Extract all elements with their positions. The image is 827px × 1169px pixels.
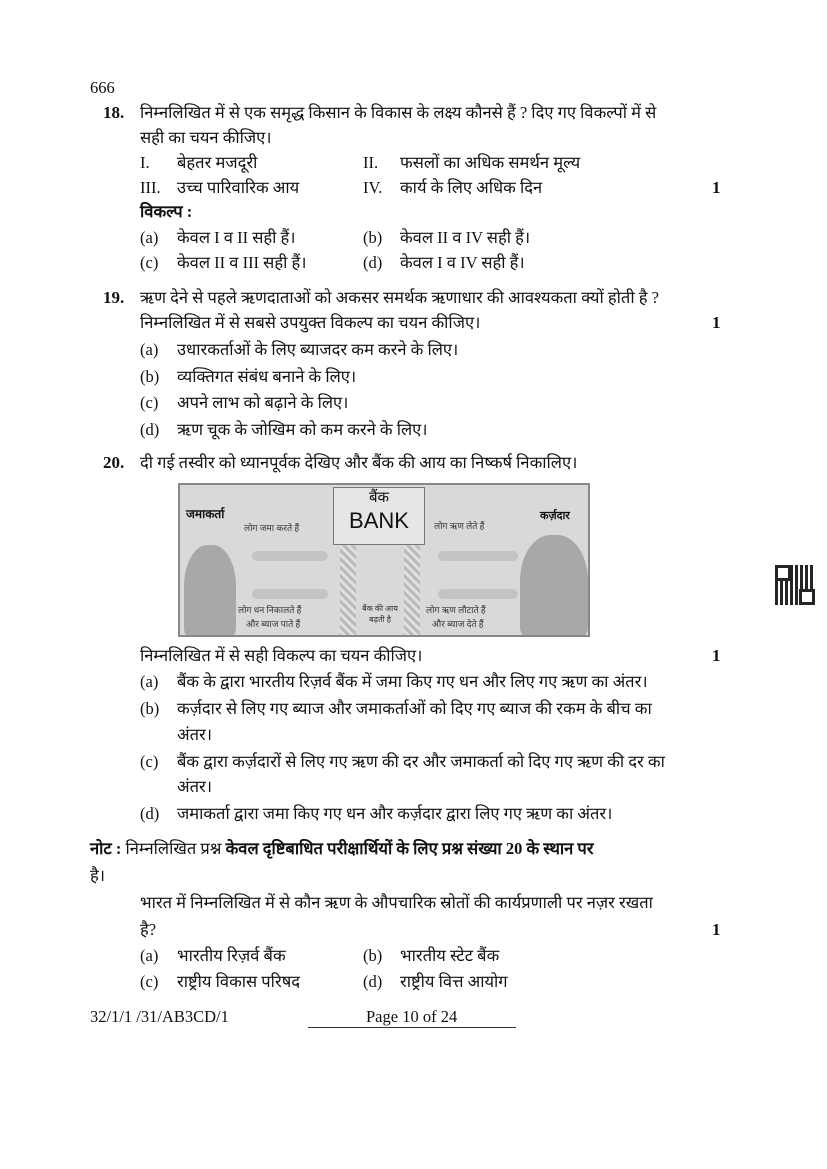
fig-borrower-label: कर्ज़दार: [540, 510, 570, 522]
q19-text-line1: ऋण देने से पहले ऋणदाताओं को अकसर समर्थक ऋणाधार की आवश्यकता क्यों होती है ?: [140, 288, 659, 307]
note-line2: है।: [90, 866, 106, 885]
option-label: (a): [140, 672, 159, 691]
q20-marks: 1: [712, 646, 721, 665]
option-label: (b): [140, 699, 160, 718]
q18-text-line2: सही का चयन कीजिए।: [140, 128, 272, 147]
option-text: केवल II व III सही हैं।: [177, 253, 307, 272]
option-text: राष्ट्रीय वित्त आयोग: [400, 972, 508, 991]
q20-number: 20.: [103, 453, 125, 472]
bank-hindi: बैंक: [368, 490, 390, 506]
q18-number: 18.: [103, 103, 125, 122]
arrow-left-icon: [438, 589, 518, 599]
option-label: (a): [140, 946, 159, 965]
option-text: भारतीय रिज़र्व बैंक: [177, 946, 286, 965]
option-text: ऋण चूक के जोखिम को कम करने के लिए।: [177, 420, 428, 439]
alt-q-marks: 1: [712, 920, 721, 939]
bank-pillar: [340, 545, 356, 637]
option-text-cont: अंतर।: [177, 777, 213, 796]
option-text: व्यक्तिगत संबंध बनाने के लिए।: [177, 367, 357, 386]
option-label: (b): [140, 367, 160, 386]
note-label: नोट :: [90, 839, 122, 858]
bank-sign: [333, 487, 425, 545]
q18-item-label: IV.: [363, 178, 383, 197]
option-text: केवल I व IV सही हैं।: [400, 253, 525, 272]
q18-item-label: II.: [363, 153, 379, 172]
option-label: (c): [140, 393, 159, 412]
fig-borrow-text: लोग ऋण लेते हैं: [434, 521, 485, 531]
option-label: (c): [140, 972, 159, 991]
alt-q-line2: है?: [140, 920, 157, 939]
q18-item-label: III.: [140, 178, 161, 197]
option-label: (a): [140, 228, 159, 247]
fig-repay-text: लोग ऋण लौटाते हैं: [426, 605, 486, 615]
note-line1: [90, 839, 594, 859]
depositors-illustration: [184, 545, 236, 637]
arrow-right-icon: [252, 551, 328, 561]
q19-text-line2: निम्नलिखित में से सबसे उपयुक्त विकल्प का चयन कीजिए।: [140, 313, 481, 332]
alt-q-line1: भारत में निम्नलिखित में से कौन ऋण के औपचारिक स्रोतों की कार्यप्रणाली पर नज़र रखता: [140, 893, 653, 912]
q18-item-label: I.: [140, 153, 150, 172]
option-label: (d): [140, 804, 160, 823]
option-text: कर्ज़दार से लिए गए ब्याज और जमाकर्ताओं को दिए गए ब्याज की रकम के बीच का: [177, 699, 652, 718]
fig-income-line1: बैंक की आय: [362, 604, 398, 613]
page-top-number: 666: [90, 78, 115, 97]
fig-income-text: [356, 603, 404, 625]
fig-repay-text2: और ब्याज देते हैं: [432, 619, 484, 629]
fig-withdraw-text2: और ब्याज पाते हैं: [246, 619, 301, 629]
footer-divider: [308, 1027, 516, 1028]
option-text: केवल II व IV सही हैं।: [400, 228, 531, 247]
q18-options-label: विकल्प :: [140, 202, 193, 221]
arrow-left-icon: [252, 589, 328, 599]
fig-withdraw-text: लोग धन निकालते हैं: [238, 605, 302, 615]
q18-marks: 1: [712, 178, 721, 197]
q18-item-text: उच्च पारिवारिक आय: [177, 178, 300, 197]
note-plain: निम्नलिखित प्रश्न: [125, 839, 222, 858]
q18-item-text: बेहतर मजदूरी: [177, 153, 258, 172]
option-label: (d): [140, 420, 160, 439]
option-text: केवल I व II सही हैं।: [177, 228, 296, 247]
borrowers-illustration: [520, 535, 588, 637]
footer-page: Page 10 of 24: [366, 1007, 458, 1026]
q18-text-line1: निम्नलिखित में से एक समृद्ध किसान के विकास के लक्ष्य कौनसे हैं ? दिए गए विकल्पों में से: [140, 103, 657, 122]
q18-item-text: कार्य के लिए अधिक दिन: [400, 178, 543, 197]
bank-english: BANK: [349, 508, 409, 533]
note-bold: केवल दृष्टिबाधित परीक्षार्थियों के लिए प्रश्न संख्या 20 के स्थान पर: [225, 839, 594, 858]
fig-depositor-label: जमाकर्ता: [186, 507, 225, 521]
option-text: जमाकर्ता द्वारा जमा किए गए धन और कर्ज़दार द्वारा लिए गए ऋण का अंतर।: [177, 804, 613, 823]
bank-pillar: [404, 545, 420, 637]
option-label: (c): [140, 253, 159, 272]
qr-code: [775, 565, 815, 605]
option-text: उधारकर्ताओं के लिए ब्याजदर कम करने के लिए।: [177, 340, 459, 359]
option-text: बैंक के द्वारा भारतीय रिज़र्व बैंक में जमा किए गए धन और लिए गए ऋण का अंतर।: [177, 672, 648, 691]
q20-text-line1: दी गई तस्वीर को ध्यानपूर्वक देखिए और बैंक की आय का निष्कर्ष निकालिए।: [140, 453, 578, 472]
arrow-right-icon: [438, 551, 518, 561]
option-label: (b): [363, 946, 383, 965]
q20-text-line2: निम्नलिखित में से सही विकल्प का चयन कीजिए।: [140, 646, 423, 665]
option-label: (c): [140, 752, 159, 771]
option-text-cont: अंतर।: [177, 725, 213, 744]
option-label: (d): [363, 972, 383, 991]
fig-income-line2: बढ़ती है: [369, 615, 391, 624]
option-text: अपने लाभ को बढ़ाने के लिए।: [177, 393, 349, 412]
option-text: राष्ट्रीय विकास परिषद: [177, 972, 300, 991]
q19-marks: 1: [712, 313, 721, 332]
option-label: (a): [140, 340, 159, 359]
footer-code: 32/1/1 /31/AB3CD/1: [90, 1007, 229, 1026]
q19-number: 19.: [103, 288, 125, 307]
option-text: भारतीय स्टेट बैंक: [400, 946, 500, 965]
bank-flow-figure: [178, 483, 590, 637]
option-label: (d): [363, 253, 383, 272]
option-label: (b): [363, 228, 383, 247]
option-text: बैंक द्वारा कर्ज़दारों से लिए गए ऋण की दर और जमाकर्ता को दिए गए ऋण की दर का: [177, 752, 665, 771]
q18-item-text: फसलों का अधिक समर्थन मूल्य: [400, 153, 581, 172]
fig-deposit-text: लोग जमा करते हैं: [244, 523, 300, 533]
